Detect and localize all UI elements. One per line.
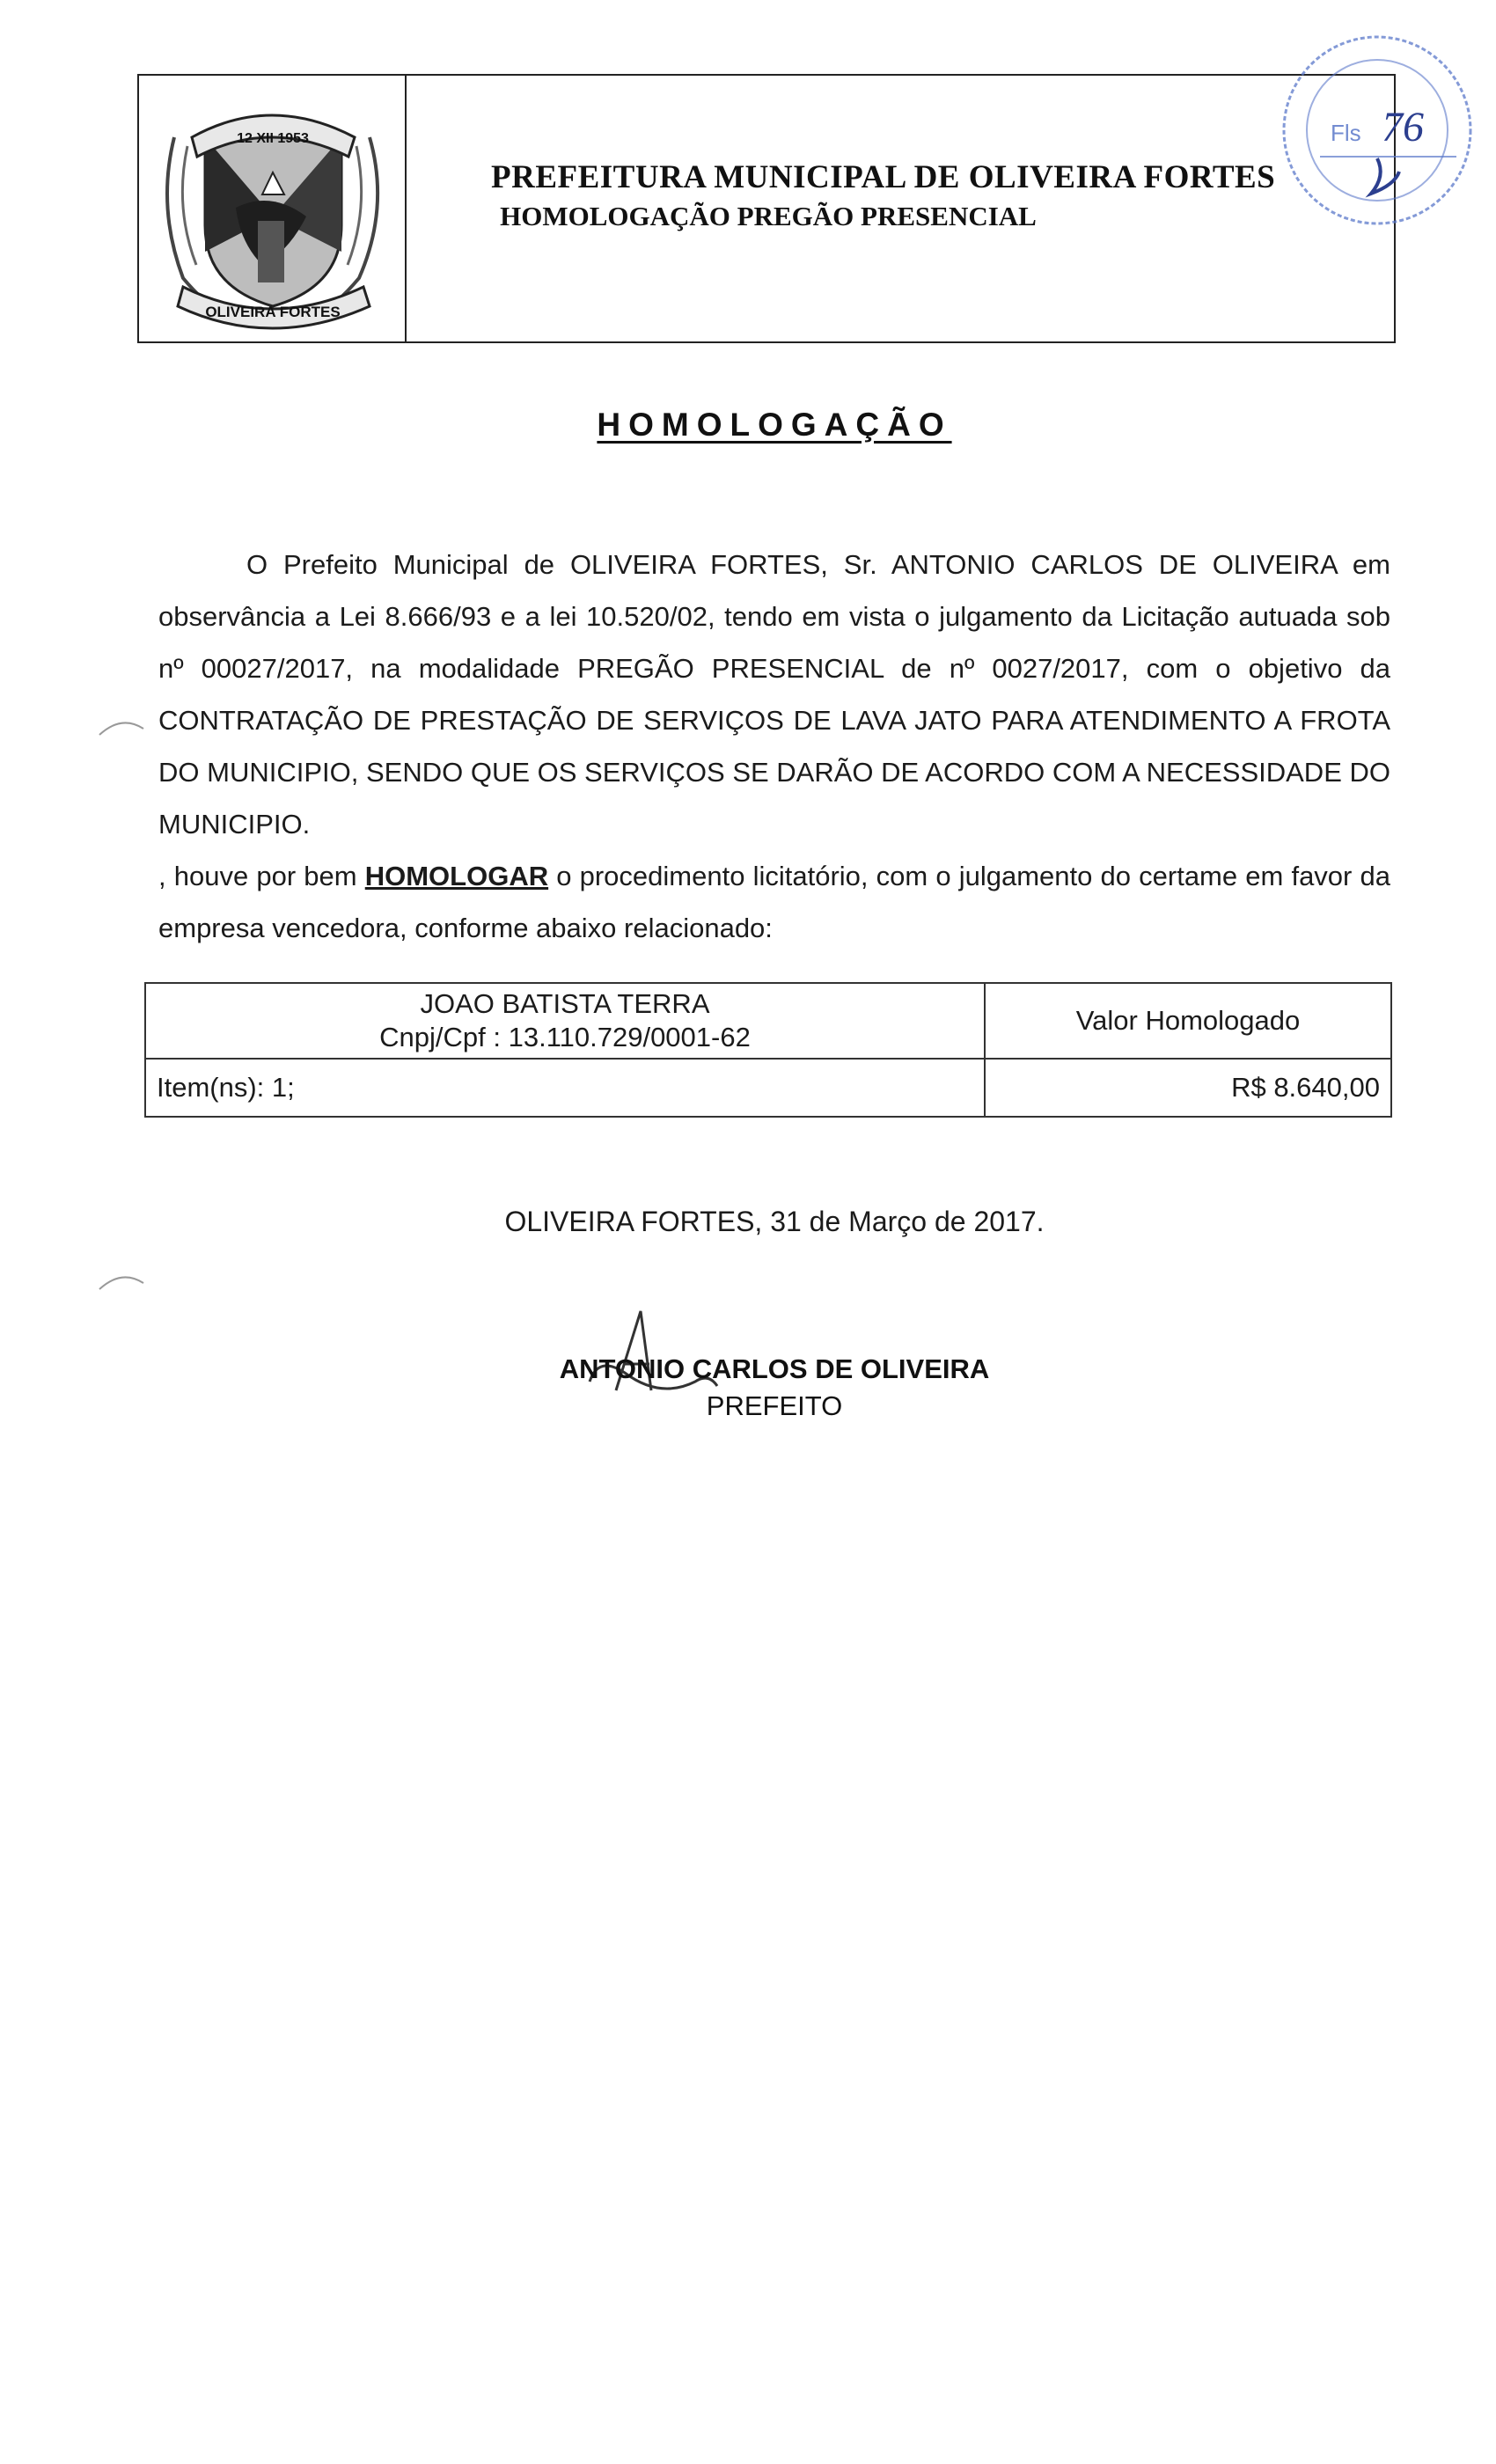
- stamp-page-number: 76: [1382, 104, 1424, 150]
- signer-name: ANTONIO CARLOS DE OLIVEIRA: [559, 1353, 990, 1384]
- result-table: [144, 982, 1392, 1118]
- stamp-label: Fls: [1331, 120, 1361, 146]
- paragraph-2-before: , houve por bem: [158, 861, 365, 891]
- paragraph-1: [158, 539, 1390, 850]
- vendor-name: JOAO BATISTA TERRA: [420, 988, 710, 1019]
- vendor-cell: [145, 983, 985, 1059]
- paragraph-2: [158, 850, 1390, 954]
- paragraph-2-after: o procedimento licitatório, com o julgamento do certame em favor da empresa vencedora, conforme abaixo relacionado:: [158, 861, 1390, 943]
- signer-role: PREFEITO: [706, 1390, 843, 1421]
- value-header: Valor Homologado: [985, 983, 1391, 1059]
- ribbon-top-text: 12 XII 1953: [237, 131, 309, 146]
- value-cell: R$ 8.640,00: [985, 1059, 1391, 1117]
- homologar-emphasis: HOMOLOGAR: [364, 861, 549, 891]
- ribbon-bottom-text: OLIVEIRA FORTES: [205, 304, 341, 320]
- page-number-stamp-icon: [1267, 26, 1487, 246]
- header-title: PREFEITURA MUNICIPAL DE OLIVEIRA FORTES: [491, 159, 1276, 195]
- header-subtitle: HOMOLOGAÇÃO PREGÃO PRESENCIAL: [500, 201, 1037, 231]
- vendor-doc: Cnpj/Cpf : 13.110.729/0001-62: [379, 1022, 751, 1052]
- body-text: [158, 539, 1390, 954]
- table-row: [145, 1059, 1391, 1117]
- header-box: [137, 74, 1396, 343]
- scan-edge-mark: [95, 1267, 148, 1294]
- date-line: OLIVEIRA FORTES, 31 de Março de 2017.: [504, 1206, 1045, 1237]
- scan-edge-mark: [95, 713, 148, 739]
- items-cell: Item(ns): 1;: [145, 1059, 985, 1117]
- paragraph-1-text: O Prefeito Municipal de OLIVEIRA FORTES, Sr. ANTONIO CARLOS DE OLIVEIRA em observância a Lei 8.666/93 e a lei 10.520/02, tendo em vista o julgamento da Licitação autuada sob nº 00027/2017, na modalidade PREGÃO PRESENCIAL de nº 0027/2017, com o objetivo da CONTRATAÇÃO DE PRESTAÇÃO DE SERVIÇOS DE LAVA JATO PARA ATENDIMENTO A FROTA DO MUNICIPIO, SENDO QUE OS SERVIÇOS SE DARÃO DE ACORDO COM A NECESSIDADE DO MUNICIPIO.: [158, 549, 1390, 840]
- table-row: [145, 983, 1391, 1059]
- document-heading: HOMOLOGAÇÃO: [597, 407, 952, 443]
